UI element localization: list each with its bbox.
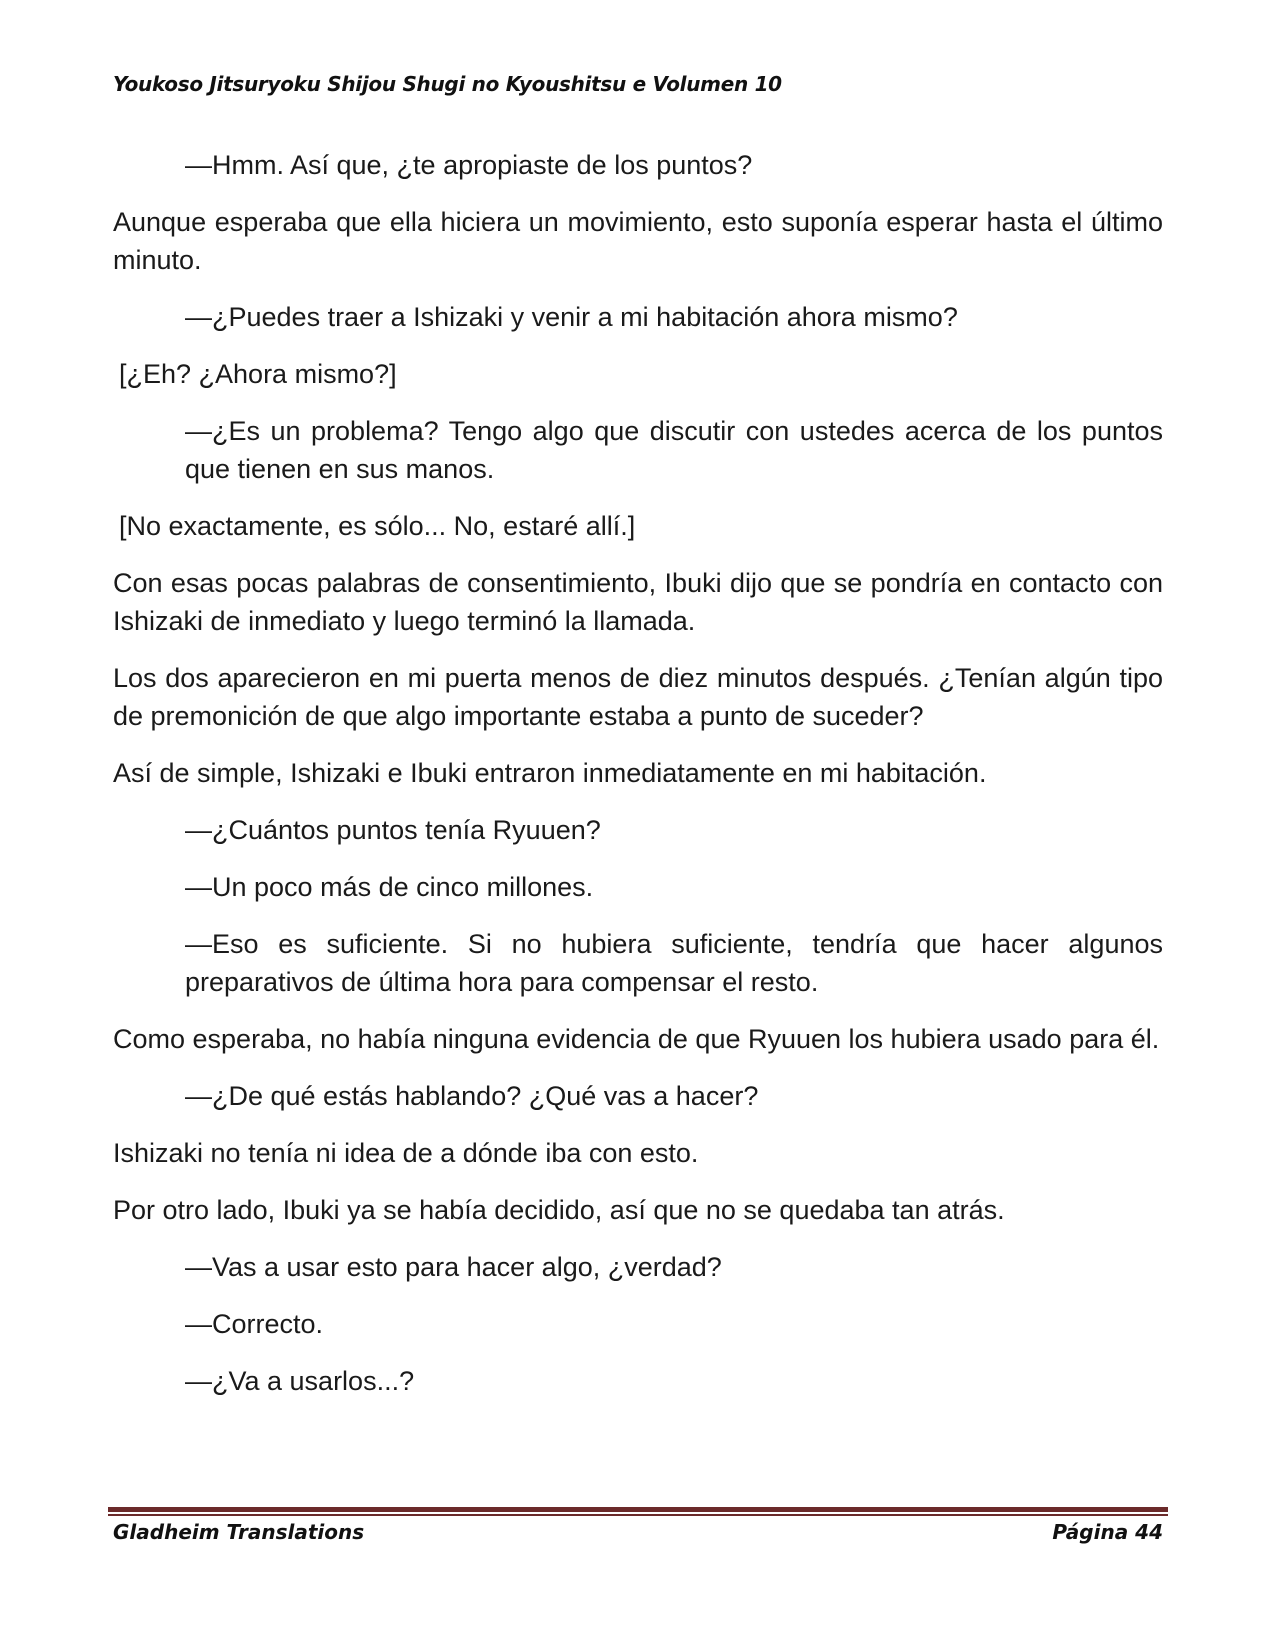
page-body [113,146,1163,1419]
paragraph-narration: Aunque esperaba que ella hiciera un movimiento, esto suponía esperar hasta el último minuto. [113,207,1163,275]
paragraph-dialogue: —¿De qué estás hablando? ¿Qué vas a hacer? [185,1081,759,1111]
paragraph-phone-line: [¿Eh? ¿Ahora mismo?] [119,359,397,389]
footer-rule-thin [108,1514,1168,1516]
paragraph-dialogue: —¿Puedes traer a Ishizaki y venir a mi habitación ahora mismo? [185,302,958,332]
footer-rule-thick [108,1507,1168,1512]
footer-credit: Gladheim Translations [113,1520,365,1544]
paragraph-dialogue: —¿Cuántos puntos tenía Ryuuen? [185,815,601,845]
paragraph-narration: Como esperaba, no había ninguna evidencia de que Ryuuen los hubiera usado para él. [113,1024,1160,1054]
paragraph-phone-line: [No exactamente, es sólo... No, estaré allí.] [119,511,636,541]
paragraph-dialogue: —Vas a usar esto para hacer algo, ¿verdad? [185,1252,722,1282]
running-header: Youkoso Jitsuryoku Shijou Shugi no Kyoushitsu e Volumen 10 [113,72,782,96]
paragraph-narration: Así de simple, Ishizaki e Ibuki entraron inmediatamente en mi habitación. [113,758,987,788]
paragraph-dialogue: —¿Va a usarlos...? [185,1366,415,1396]
paragraph-dialogue: —Hmm. Así que, ¿te apropiaste de los puntos? [185,150,753,180]
page-number: Página 44 [1052,1520,1163,1544]
paragraph-narration: Con esas pocas palabras de consentimiento, Ibuki dijo que se pondría en contacto con Ishizaki de inmediato y luego terminó la llamada. [113,568,1163,636]
paragraph-narration: Ishizaki no tenía ni idea de a dónde iba con esto. [113,1138,699,1168]
paragraph-dialogue: —Correcto. [185,1309,324,1339]
paragraph-narration: Por otro lado, Ibuki ya se había decidido, así que no se quedaba tan atrás. [113,1195,1005,1225]
paragraph-narration: Los dos aparecieron en mi puerta menos de diez minutos después. ¿Tenían algún tipo de premonición de que algo importante estaba a punto de suceder? [113,663,1163,731]
paragraph-dialogue: —Un poco más de cinco millones. [185,872,594,902]
paragraph-dialogue: —Eso es suficiente. Si no hubiera suficiente, tendría que hacer algunos preparativos de última hora para compensar el resto. [185,929,1163,997]
paragraph-dialogue: —¿Es un problema? Tengo algo que discutir con ustedes acerca de los puntos que tienen en sus manos. [185,416,1163,484]
